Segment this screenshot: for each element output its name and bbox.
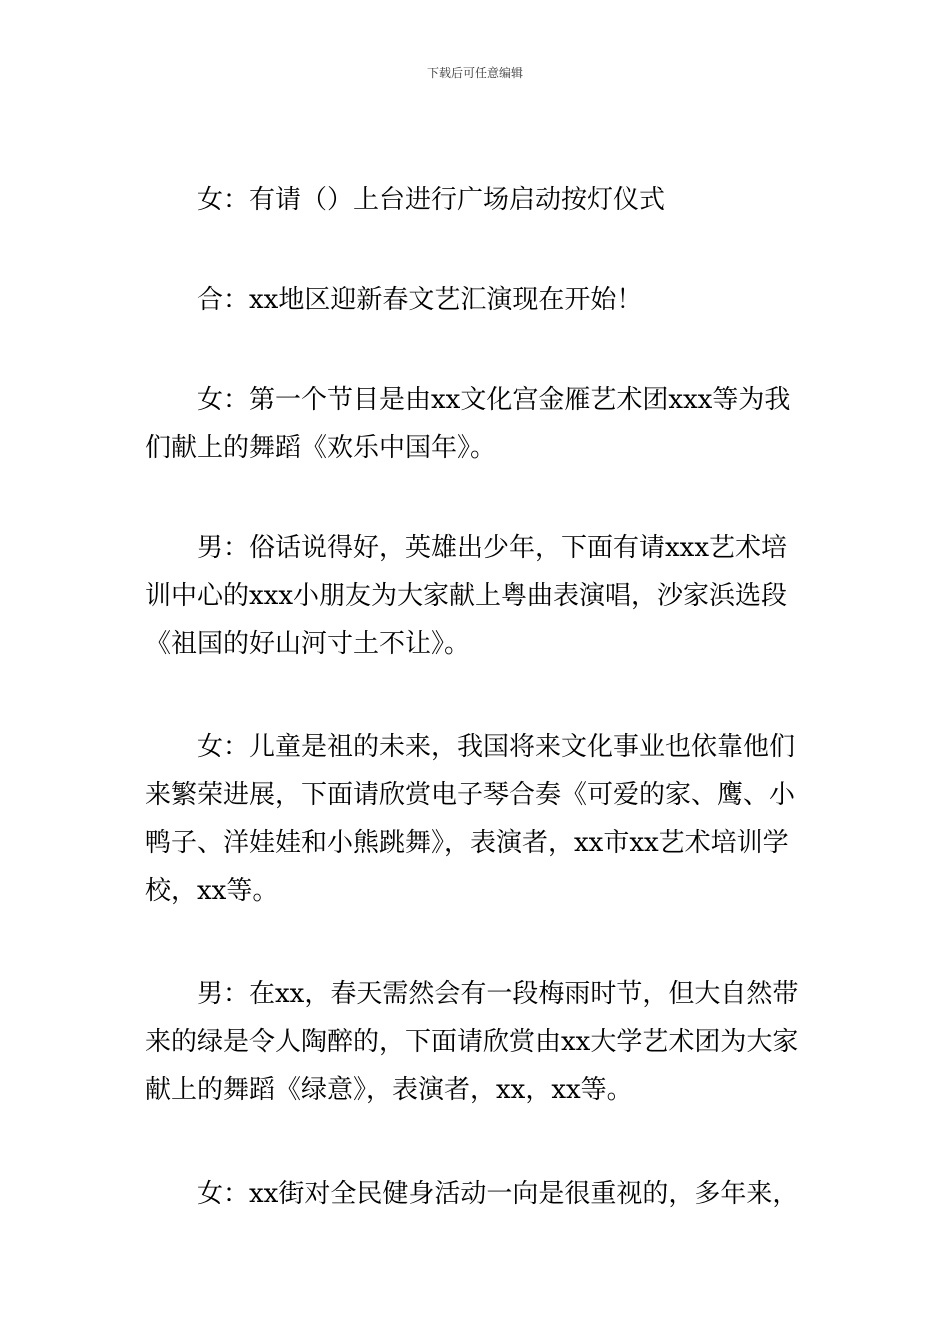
paragraph-5: 女：儿童是祖的未来，我国将来文化事业也依靠他们来繁荣进展，下面请欣赏电子琴合奏《可爱的家、鹰、小鸭子、洋娃娃和小熊跳舞》，表演者，xx市xx艺术培训学校，xx等。 — [145, 732, 796, 906]
paragraph-1: 女：有请（）上台进行广场启动按灯仪式 — [197, 185, 666, 215]
paragraph-4: 男：俗话说得好，英雄出少年，下面有请xxx艺术培训中心的xxx小朋友为大家献上粤曲表演唱，沙家浜选段《祖国的好山河寸土不让》。 — [145, 533, 787, 659]
page-header: 下载后可任意编辑 — [426, 66, 523, 80]
paragraph-2: 合：xx地区迎新春文艺汇演现在开始！ — [197, 285, 643, 315]
paragraph-6: 男：在xx，春天需然会有一段梅雨时节，但大自然带来的绿是令人陶醉的，下面请欣赏由xx大学艺术团为大家献上的舞蹈《绿意》，表演者，xx，xx等。 — [145, 979, 799, 1105]
paragraph-7: 女：xx街对全民健身活动一向是很重视的，多年来， — [197, 1179, 799, 1209]
paragraph-3: 女：第一个节目是由xx文化宫金雁艺术团xxx等为我们献上的舞蹈《欢乐中国年》。 — [145, 385, 791, 463]
